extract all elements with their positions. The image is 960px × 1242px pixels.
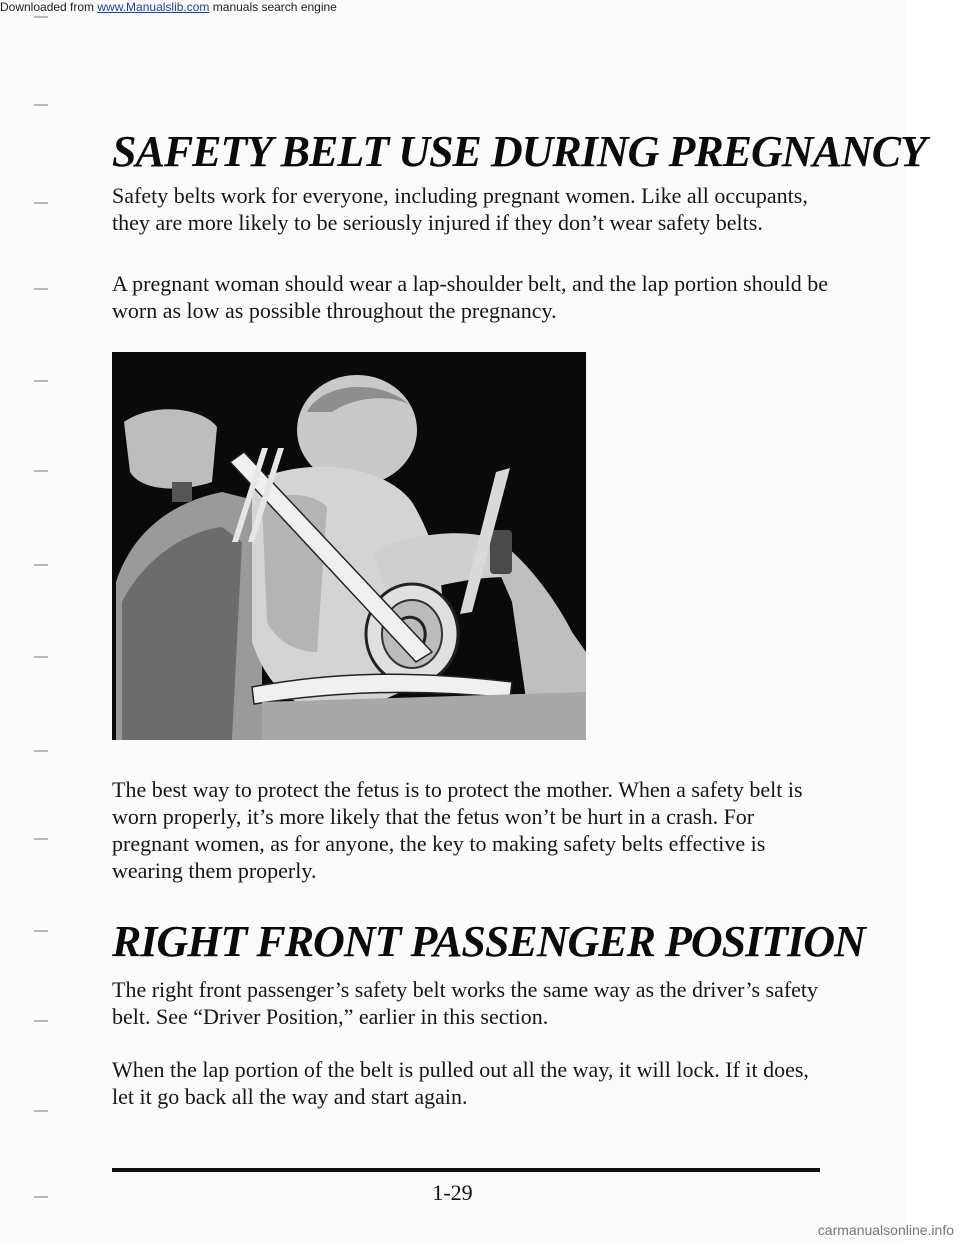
edge-mark — [34, 656, 48, 658]
edge-mark — [34, 104, 48, 106]
site-watermark: carmanualsonline.info — [817, 1222, 954, 1238]
section-heading-right-front-passenger: RIGHT FRONT PASSENGER POSITION — [112, 917, 865, 966]
edge-mark — [34, 380, 48, 382]
edge-mark — [34, 470, 48, 472]
download-watermark — [0, 0, 337, 14]
edge-mark — [34, 16, 48, 18]
edge-mark — [34, 750, 48, 752]
edge-mark — [34, 564, 48, 566]
edge-mark — [34, 838, 48, 840]
illustration-svg — [112, 352, 586, 740]
edge-mark — [34, 288, 48, 290]
section-heading-pregnancy: SAFETY BELT USE DURING PREGNANCY — [112, 127, 926, 176]
paragraph-pregnancy-intro: Safety belts work for everyone, including pregnant women. Like all occupants, they are more likely to be seriously injured if they don’t wear safety belts. — [112, 183, 808, 235]
paragraph-protect-fetus: The best way to protect the fetus is to protect the mother. When a safety belt is worn properly, it’s more likely that the fetus won’t be hurt in a crash. For pregnant women, as for anyone, the key to making safety belts effective is wearing them properly. — [112, 777, 803, 883]
watermark-suffix: manuals search engine — [209, 0, 337, 14]
edge-mark — [34, 1020, 48, 1022]
edge-mark — [34, 1110, 48, 1112]
paragraph-passenger-belt: The right front passenger’s safety belt works the same way as the driver’s safety belt. See “Driver Position,” earlier in this section. — [112, 977, 819, 1029]
edge-mark — [34, 930, 48, 932]
pregnancy-belt-illustration — [112, 352, 586, 740]
watermark-prefix: Downloaded from — [0, 0, 98, 14]
footer-rule — [112, 1168, 820, 1172]
page-number: 1-29 — [432, 1180, 473, 1205]
paragraph-lap-lock: When the lap portion of the belt is pulled out all the way, it will lock. If it does, let it go back all the way and start again. — [112, 1057, 809, 1109]
edge-mark — [34, 202, 48, 204]
paragraph-lap-shoulder: A pregnant woman should wear a lap-shoulder belt, and the lap portion should be worn as low as possible throughout the pregnancy. — [112, 271, 829, 323]
manualslib-link[interactable]: www.Manualslib.com — [97, 0, 210, 14]
